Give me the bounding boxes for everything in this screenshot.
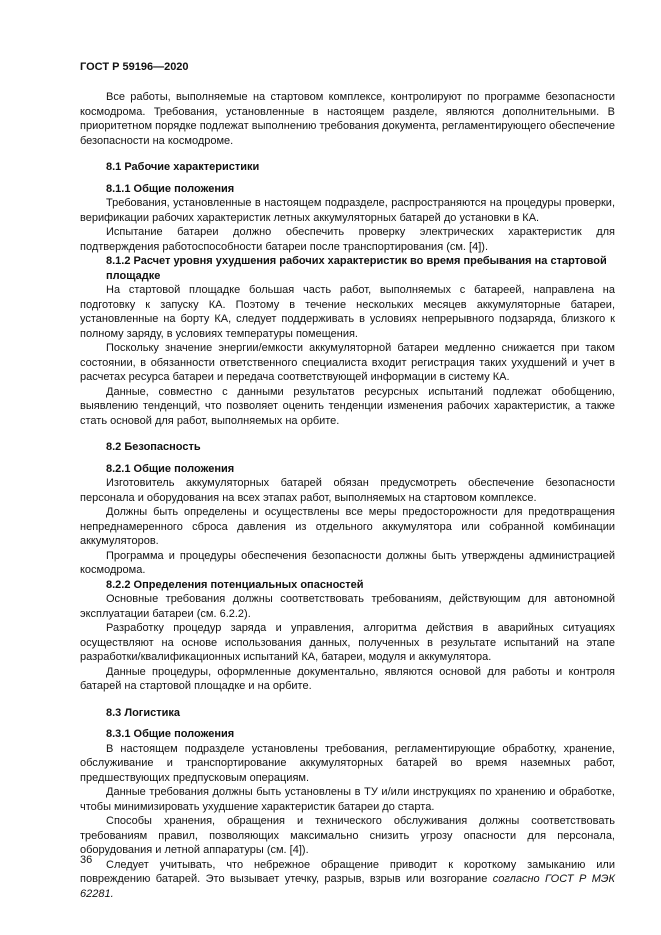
page-number: 36 (80, 854, 93, 866)
paragraph-8-1-1-1: Требования, установленные в настоящем подразделе, распространяются на процедуры проверки, верификации рабочих характеристик летных аккумуляторных батарей до установки в КА. (80, 197, 615, 224)
section-8-1-title: 8.1 Рабочие характеристики (106, 161, 260, 173)
paragraph-8-1-2-1: На стартовой площадке большая часть работ, выполняемых с батареей, направлена на подготовку к запуску КА. Поэтому в течение нескольких месяцев аккумуляторные батареи, установленные на борту КА, следует поддерживать в условиях непрерывного подзаряда, близкого к полному заряду, в условиях температуры помещения. (80, 284, 615, 340)
section-8-2-2-title: 8.2.2 Определения потенциальных опасностей (106, 578, 364, 591)
paragraph-8-1-2-3: Данные, совместно с данными результатов ресурсных испытаний подлежат обобщению, выявлению тенденций, что позволяет оценить тенденции изменения рабочих характеристик, а также стать основой для работ, выполняемых на орбите. (80, 385, 615, 427)
paragraph-8-3-1-3: Способы хранения, обращения и технического обслуживания должны соответствовать требованиям правил, позволяющих максимально снизить угрозу опасности для персонала, оборудования и летной аппаратуры (см. [4]). (80, 815, 615, 856)
section-8-2-title: 8.2 Безопасность (106, 441, 201, 453)
standard-reference: согласно ГОСТ Р МЭК 62281. (80, 873, 615, 900)
section-8-3-1-title: 8.3.1 Общие положения (106, 728, 235, 740)
paragraph-8-2-1-3: Программа и процедуры обеспечения безопасности должны быть утверждены администрацией космодрома. (80, 549, 615, 576)
paragraph-8-2-2-1: Основные требования должны соответствовать требованиям, действующим для автономной эксплуатации батареи (см. 6.2.2). (80, 593, 615, 620)
section-8-1-1-title: 8.1.1 Общие положения (106, 182, 235, 195)
paragraph-8-3-1-4-main: Следует учитывать, что небрежное обращение приводит к короткому замыканию или повреждению батарей. Это вызывает утечку, разрыв, взрыв или возгорание (80, 858, 615, 885)
paragraph-8-2-1-1: Изготовитель аккумуляторных батарей обязан предусмотреть обеспечение безопасности персонала и оборудования на всех этапах работ, выполняемых на стартовом комплексе. (80, 477, 615, 504)
paragraph-8-3-1-2: Данные требования должны быть установлены в ТУ и/или инструкциях по хранению и обработке, чтобы минимизировать ухудшение характеристик батареи до старта. (80, 786, 615, 813)
intro-paragraph: Все работы, выполняемые на стартовом комплексе, контролируют по программе безопасности космодрома. Требования, установленные в настоящем разделе, являются дополнительными. В приоритетном порядке подлежат выполнению требования документа, регламентирующего обеспечение безопасности на космодроме. (80, 91, 615, 147)
page-body (80, 90, 615, 901)
section-8-1-2-title (80, 254, 615, 283)
paragraph-8-1-1-2: Испытание батареи должно обеспечить проверку электрических характеристик для подтверждения работоспособности батареи после транспортирования (см. [4]). (80, 226, 615, 253)
section-8-3-title: 8.3 Логистика (106, 706, 181, 719)
document-header: ГОСТ Р 59196—2020 (80, 61, 189, 73)
paragraph-8-1-2-2: Поскольку значение энергии/емкости аккумуляторной батареи медленно снижается при таком состоянии, в обязанности ответственного специалиста входит регистрация таких ухудшений и учет в расчетах ресурса батареи и передача соответствующей информации в систему КА. (80, 342, 615, 383)
paragraph-8-3-1-4 (80, 858, 615, 902)
section-8-2-1-title: 8.2.1 Общие положения (106, 462, 235, 475)
paragraph-8-2-2-2: Разработку процедур заряда и управления, алгоритма действия в аварийных ситуациях осуществляют на основе использования данных, полученных в результате испытаний на этапе разработки/квалификационных испытаний КА, батареи, модуля и аккумулятора. (80, 622, 615, 663)
paragraph-8-3-1-1: В настоящем подразделе установлены требования, регламентирующие обработку, хранение, обслуживание и транспортирование аккумуляторных батарей во время наземных работ, предшествующих предпусковым операциям. (80, 742, 615, 784)
section-8-1-2-title-text: 8.1.2 Расчет уровня ухудшения рабочих характеристик во время пребывания на стартовой площадке (106, 255, 607, 282)
paragraph-8-2-1-2: Должны быть определены и осуществлены все меры предосторожности для предотвращения непреднамеренного сброса давления из отдельного аккумулятора или собранной комбинации аккумуляторов. (80, 506, 615, 547)
paragraph-8-2-2-3: Данные процедуры, оформленные документально, являются основой для работы и контроля батарей на стартовой площадке и на орбите. (80, 665, 615, 692)
